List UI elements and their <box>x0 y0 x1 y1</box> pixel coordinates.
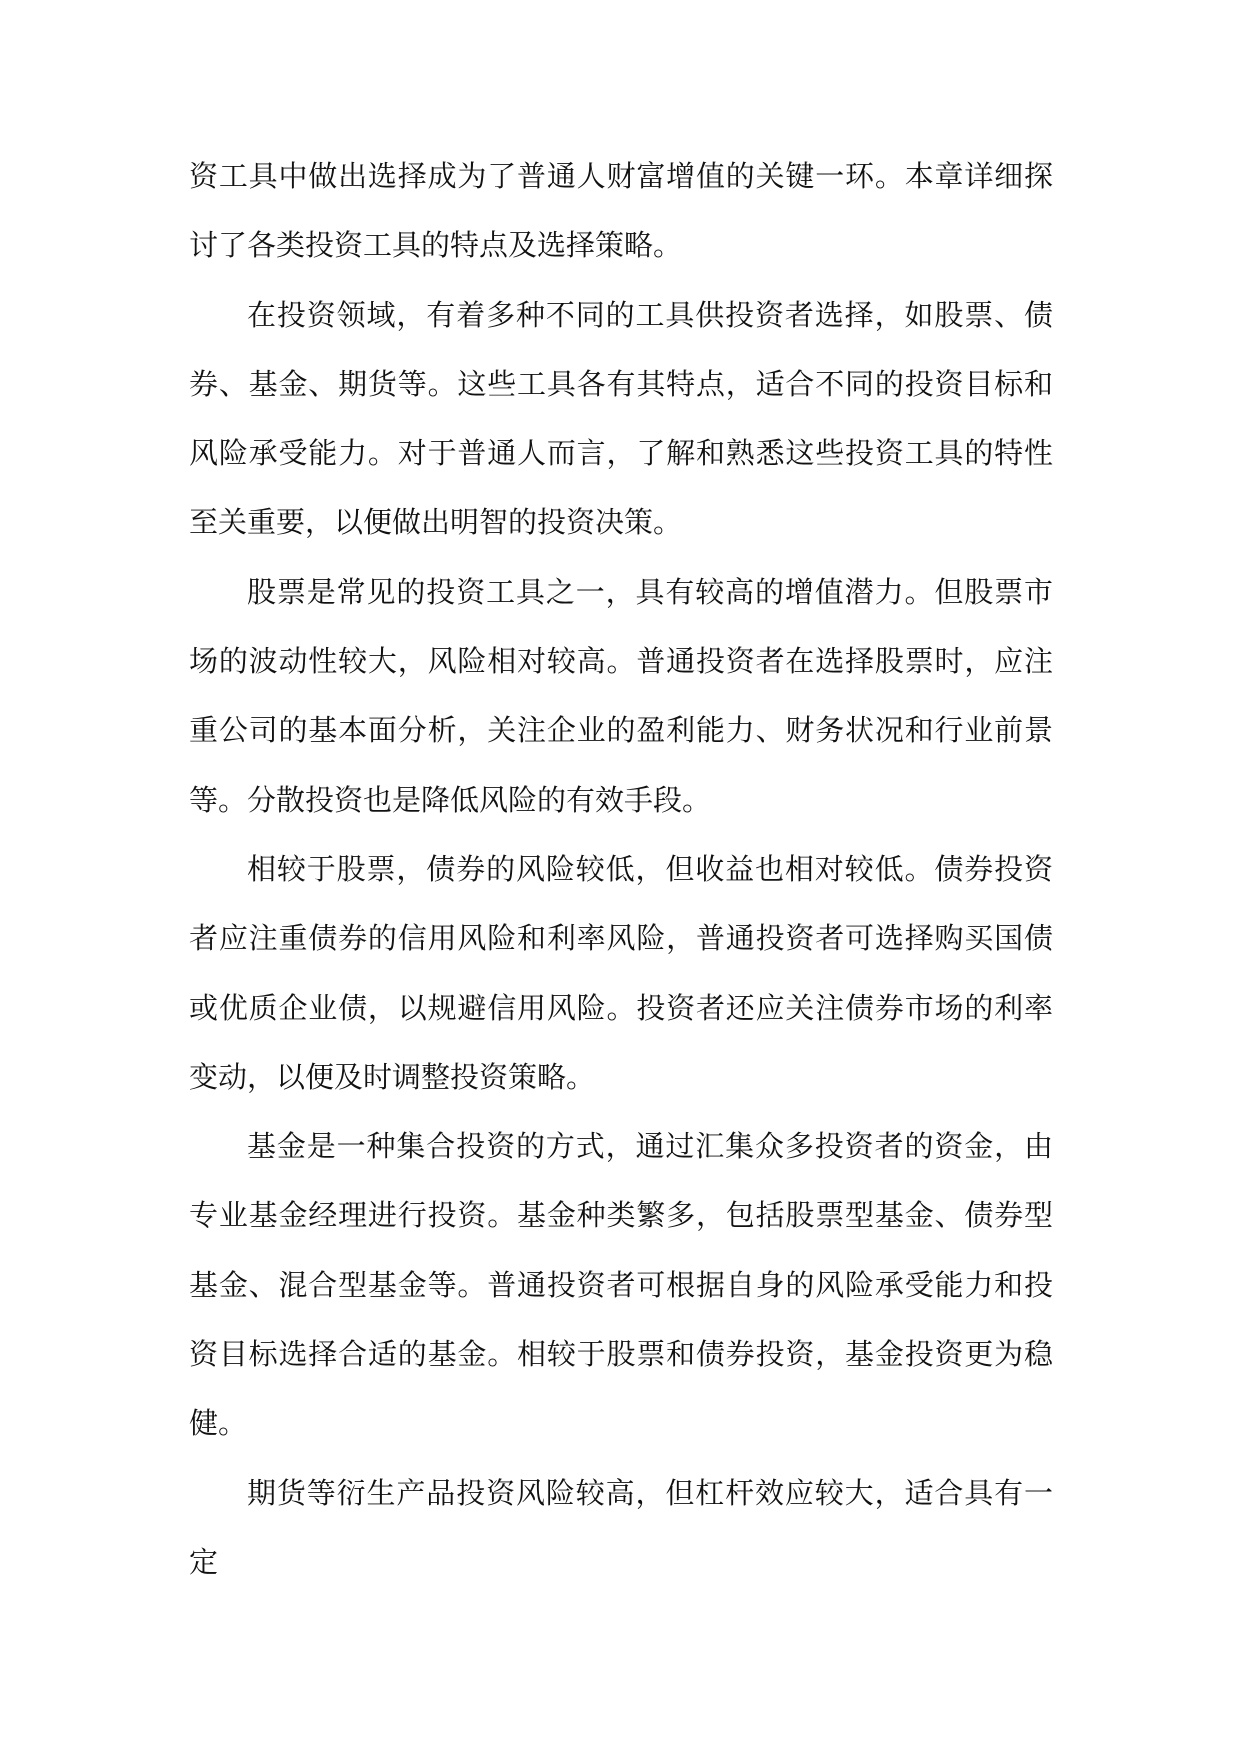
paragraph-continuation: 资工具中做出选择成为了普通人财富增值的关键一环。本章详细探讨了各类投资工具的特点及选择策略。 <box>189 159 1053 263</box>
paragraph-stocks: 股票是常见的投资工具之一，具有较高的增值潜力。但股票市场的波动性较大，风险相对较高。普通投资者在选择股票时，应注重公司的基本面分析，关注企业的盈利能力、财务状况和行业前景等。分散投资也是降低风险的有效手段。 <box>189 574 1053 817</box>
paragraph-futures: 期货等衍生产品投资风险较高，但杠杆效应较大，适合具有一定 <box>189 1475 1053 1579</box>
document-page <box>189 142 1053 1597</box>
paragraph-investment-tools: 在投资领域，有着多种不同的工具供投资者选择，如股票、债券、基金、期货等。这些工具各有其特点，适合不同的投资目标和风险承受能力。对于普通人而言，了解和熟悉这些投资工具的特性至关重要，以便做出明智的投资决策。 <box>189 297 1053 540</box>
paragraph-funds: 基金是一种集合投资的方式，通过汇集众多投资者的资金，由专业基金经理进行投资。基金种类繁多，包括股票型基金、债券型基金、混合型基金等。普通投资者可根据自身的风险承受能力和投资目标选择合适的基金。相较于股票和债券投资，基金投资更为稳健。 <box>189 1129 1053 1441</box>
paragraph-bonds: 相较于股票，债券的风险较低，但收益也相对较低。债券投资者应注重债券的信用风险和利率风险，普通投资者可选择购买国债或优质企业债，以规避信用风险。投资者还应关注债券市场的利率变动，以便及时调整投资策略。 <box>189 851 1053 1094</box>
